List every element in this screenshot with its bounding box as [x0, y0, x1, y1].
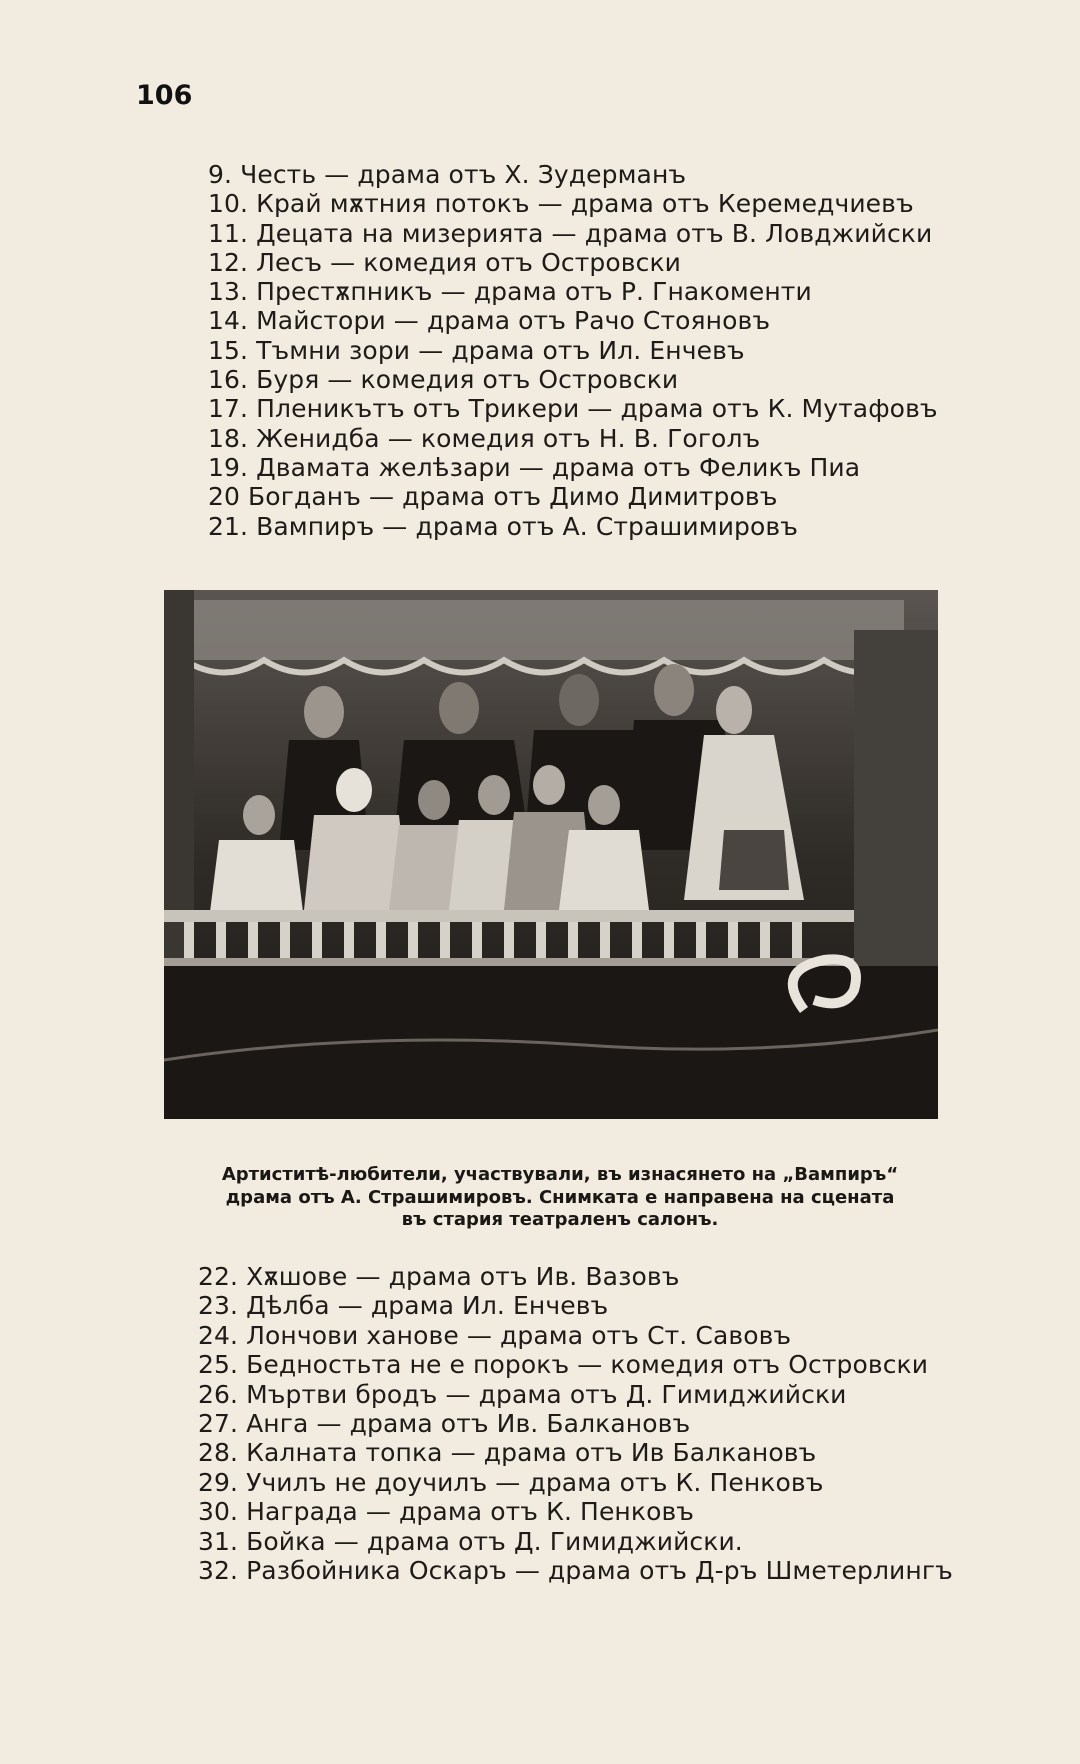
play-list-bottom	[198, 1262, 953, 1585]
list-item: 9. Честь — драма отъ Х. Зудерманъ	[208, 160, 687, 189]
theater-photo	[164, 590, 938, 1119]
list-item: 11. Децата на мизерията — драма отъ В. Ловджийски	[208, 218, 933, 248]
list-item: 14. Майстори — драма отъ Рачо Стояновъ	[208, 306, 771, 336]
caption-line: въ стария театраленъ салонъ.	[401, 1209, 719, 1230]
caption-line: драма отъ А. Страшимировъ. Снимката е направена на сцената	[225, 1186, 895, 1208]
list-item: 10. Край мѫтния потокъ — драма отъ Керемедчиевъ	[208, 189, 914, 219]
list-item: 28. Калната топка — драма отъ Ив Балкановъ	[198, 1438, 817, 1468]
list-item: 13. Престѫпникъ — драма отъ Р. Гнакоменти	[208, 277, 812, 307]
list-item: 25. Бедностьта не е порокъ — комедия отъ Островски	[198, 1350, 929, 1380]
list-item: 22. Хѫшове — драма отъ Ив. Вазовъ	[198, 1262, 680, 1291]
play-list-top	[208, 160, 938, 541]
list-item: 19. Двамата желѣзари — драма отъ Феликъ Пиа	[208, 452, 861, 482]
list-item: 32. Разбойника Оскаръ — драма отъ Д-ръ Шметерлингъ	[198, 1556, 953, 1586]
list-item: 27. Анга — драма отъ Ив. Балкановъ	[198, 1409, 691, 1439]
list-item: 29. Училъ не доучилъ — драма отъ К. Пенковъ	[198, 1467, 824, 1497]
list-item: 24. Лончови ханове — драма отъ Ст. Савовъ	[198, 1320, 792, 1350]
list-item: 17. Пленикътъ отъ Трикери — драма отъ К. Мутафовъ	[208, 394, 938, 424]
photo-illustration	[164, 590, 938, 1119]
list-item: 26. Мъртви бродъ — драма отъ Д. Гимиджийски	[198, 1379, 847, 1409]
photo-caption	[150, 1164, 970, 1232]
page-number: 106	[136, 80, 193, 111]
list-item: 21. Вампиръ — драма отъ А. Страшимировъ	[208, 511, 799, 541]
list-item: 18. Женидба — комедия отъ Н. В. Гоголъ	[208, 423, 761, 453]
list-item: 31. Бойка — драма отъ Д. Гимиджийски.	[198, 1526, 743, 1556]
list-item: 16. Буря — комедия отъ Островски	[208, 365, 679, 395]
list-item: 15. Тъмни зори — драма отъ Ил. Енчевъ	[208, 335, 745, 365]
list-item: 12. Лесъ — комедия отъ Островски	[208, 247, 681, 277]
list-item: 23. Дѣлба — драма Ил. Енчевъ	[198, 1291, 609, 1321]
list-item: 20 Богданъ — драма отъ Димо Димитровъ	[208, 482, 778, 512]
list-item: 30. Награда — драма отъ К. Пенковъ	[198, 1497, 695, 1527]
caption-line: Артиститѣ-любители, участвували, въ изнасянето на „Вампиръ“	[221, 1164, 899, 1185]
